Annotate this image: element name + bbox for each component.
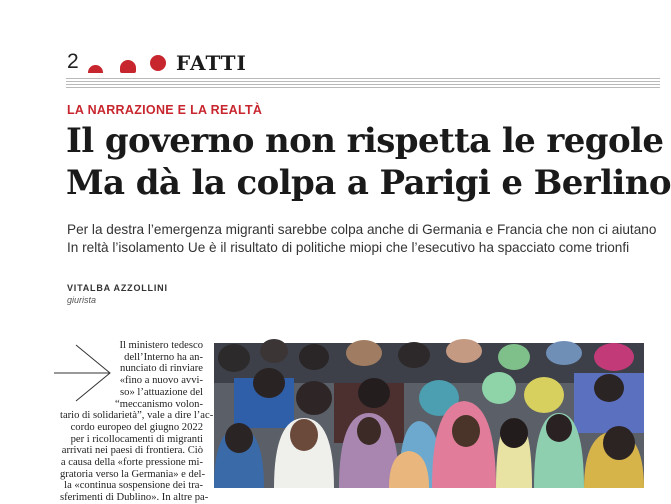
body-line: arrivati nei paesi di frontiera. Ciò — [61, 445, 203, 457]
body-line: cordo europeo del giugno 2022 — [70, 421, 203, 433]
section-dots-icon — [88, 54, 168, 76]
article-body — [60, 340, 214, 504]
body-line: so» l’attuazione del — [120, 386, 203, 398]
body-line: gratoria verso la Germania» e del- — [60, 468, 206, 480]
article-summary — [67, 221, 657, 257]
header-rule — [66, 78, 660, 90]
author-role: giurista — [67, 295, 97, 305]
author-name: VITALBA AZZOLLINI — [67, 283, 168, 293]
body-line: nunciato di rinviare — [120, 363, 203, 375]
article-photo — [214, 343, 644, 488]
summary-line: Per la destra l’emergenza migranti sarebbe colpa anche di Germania e Francia che non ci aiutano — [67, 222, 657, 237]
body-line: dell’Interno ha an- — [124, 351, 203, 363]
body-line: per i ricollocamenti di migranti — [70, 433, 203, 445]
body-line: «fino a nuovo avvi- — [119, 375, 203, 387]
body-line: “meccanismo volon- — [115, 398, 203, 410]
body-line: Il ministero tedesco — [119, 340, 203, 351]
page-number: 2 — [67, 50, 79, 73]
headline-line: Il governo non rispetta le regole — [66, 121, 664, 161]
article-kicker: LA NARRAZIONE E LA REALTÀ — [67, 103, 263, 117]
body-line: a causa della «forte pressione mi- — [60, 457, 203, 469]
body-line: sferimenti di Dublino». In altre pa- — [60, 492, 209, 504]
photo-crowd-of-migrants-icon — [214, 343, 644, 488]
body-line: tario di solidarietà”, vale a dire l’ac- — [60, 410, 214, 422]
section-label: FATTI — [176, 51, 247, 75]
body-line: la «continua sospensione dei tra- — [64, 480, 203, 492]
headline-line: Ma dà la colpa a Parigi e Berlino — [66, 163, 671, 203]
article-headline — [66, 120, 671, 204]
summary-line: In reltà l’isolamento Ue è il risultato di politiche miopi che l’esecutivo ha spacciato come trionfi — [67, 240, 630, 255]
